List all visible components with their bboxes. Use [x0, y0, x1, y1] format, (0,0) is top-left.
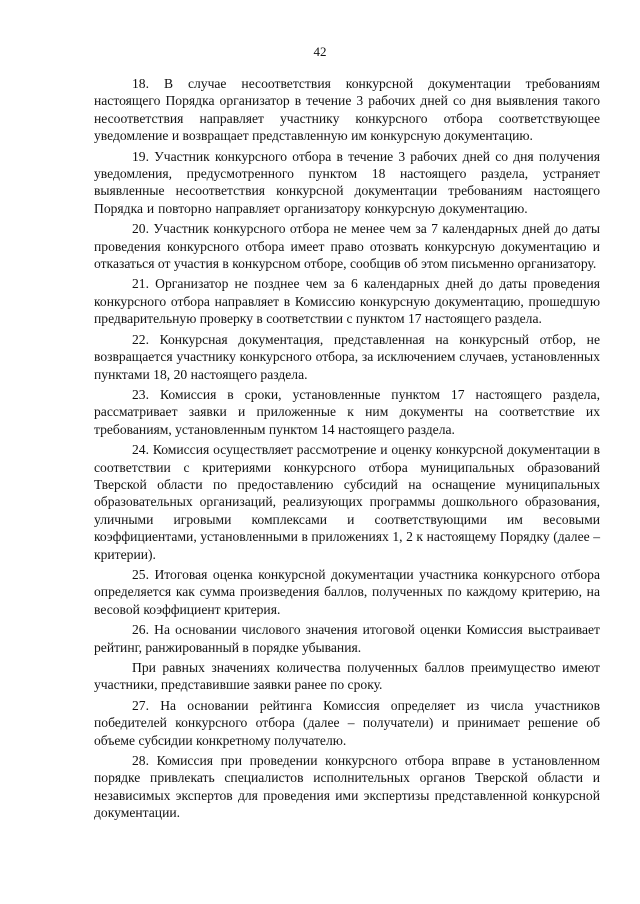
paragraph-23: 23. Комиссия в сроки, установленные пунктом 17 настоящего раздела, рассматривает заявки и приложенные к ним документы на соответствие их требованиям, установленным пунктом 14 настоящего раздела. [94, 386, 600, 437]
paragraph-19: 19. Участник конкурсного отбора в течение 3 рабочих дней со дня получения уведомления, предусмотренного пунктом 18 настоящего раздела, устраняет выявленные несоответствия конкурсной документации требованиям настоящего Порядка и повторно направляет организатору конкурсную документацию. [94, 148, 600, 216]
paragraph-22: 22. Конкурсная документация, представленная на конкурсный отбор, не возвращается участнику конкурсного отбора, за исключением случаев, установленных пунктами 18, 20 настоящего раздела. [94, 331, 600, 382]
paragraph-27: 27. На основании рейтинга Комиссия определяет из числа участников победителей конкурсного отбора (далее – получатели) и принимает решение об объеме субсидии конкретному получателю. [94, 697, 600, 748]
paragraph-21: 21. Организатор не позднее чем за 6 календарных дней до даты проведения конкурсного отбора направляет в Комиссию конкурсную документацию, прошедшую предварительную проверку в соответствии с пунктом 17 настоящего раздела. [94, 276, 600, 327]
paragraph-24: 24. Комиссия осуществляет рассмотрение и оценку конкурсной документации в соответствии с критериями конкурсного отбора муниципальных образований Тверской области по предоставлению субсидий на оснащение муниципальных образовательных организаций, реализующих программы дошкольного образования, уличными игровыми комплексами и соответствующими им весовыми коэффициентами, установленными в приложениях 1, 2 к настоящему Порядку (далее – критерии). [94, 442, 600, 562]
paragraph-28: 28. Комиссия при проведении конкурсного отбора вправе в установленном порядке привлекать специалистов исполнительных органов Тверской области и независимых экспертов для проведения ими экспертизы представленной конкурсной документации. [94, 753, 600, 821]
document-body [94, 75, 600, 825]
paragraph-25: 25. Итоговая оценка конкурсной документации участника конкурсного отбора определяется как сумма произведения баллов, полученных по каждому критерию, на весовой коэффициент критерия. [94, 566, 600, 617]
paragraph-26-note: При равных значениях количества полученных баллов преимущество имеют участники, представившие заявки ранее по сроку. [94, 660, 600, 693]
page-number: 42 [313, 44, 327, 59]
paragraph-26: 26. На основании числового значения итоговой оценки Комиссия выстраивает рейтинг, ранжированный в порядке убывания. [94, 622, 600, 655]
paragraph-20: 20. Участник конкурсного отбора не менее чем за 7 календарных дней до даты проведения конкурсного отбора имеет право отозвать конкурсную документацию и отказаться от участия в конкурсном отборе, сообщив об этом письменно организатору. [94, 221, 600, 272]
paragraph-18: 18. В случае несоответствия конкурсной документации требованиям настоящего Порядка организатор в течение 3 рабочих дней со дня выявления такого несоответствия направляет участнику конкурсного отбора соответствующее уведомление и возвращает представленную им конкурсную документацию. [94, 76, 600, 144]
